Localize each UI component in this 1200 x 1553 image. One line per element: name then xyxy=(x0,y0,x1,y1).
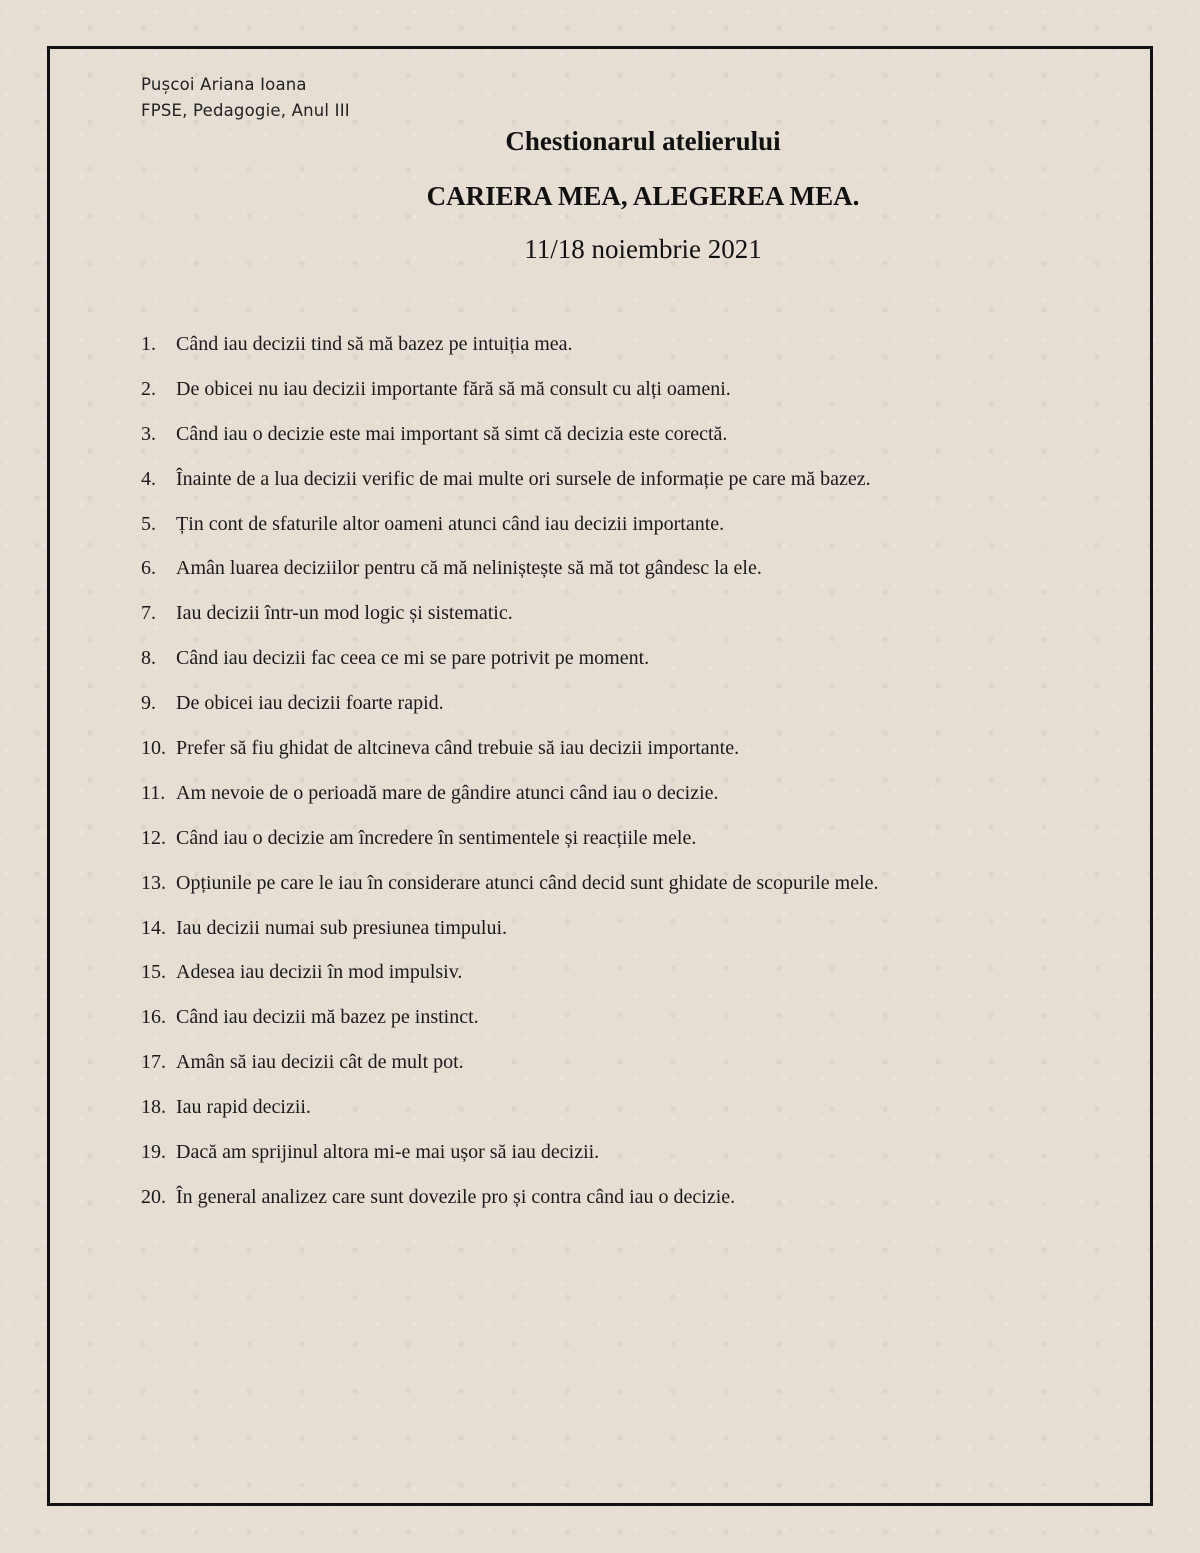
question-text: Amân să iau decizii cât de mult pot. xyxy=(176,1051,464,1074)
question-item xyxy=(141,1093,879,1138)
question-number: 10. xyxy=(141,737,166,760)
question-number: 9. xyxy=(141,692,156,715)
question-item xyxy=(141,1003,879,1048)
question-number: 7. xyxy=(141,602,156,625)
question-number: 14. xyxy=(141,916,166,939)
question-number: 3. xyxy=(141,422,156,445)
question-number: 2. xyxy=(141,377,156,400)
question-item xyxy=(141,1138,879,1183)
document-title: Chestionarul atelierului xyxy=(505,126,781,156)
question-number: 19. xyxy=(141,1141,166,1164)
question-text: Când iau decizii mă bazez pe instinct. xyxy=(176,1006,479,1029)
question-text: De obicei nu iau decizii importante fără să mă consult cu alți oameni. xyxy=(176,377,731,400)
question-item xyxy=(141,375,879,420)
question-text: Opțiunile pe care le iau în considerare atunci când decid sunt ghidate de scopurile mele. xyxy=(176,871,879,894)
question-text: De obicei iau decizii foarte rapid. xyxy=(176,692,444,715)
question-number: 6. xyxy=(141,557,156,580)
question-number: 17. xyxy=(141,1051,166,1074)
author-block xyxy=(141,72,350,124)
author-affiliation: FPSE, Pedagogie, Anul III xyxy=(141,101,350,120)
document-date: 11/18 noiembrie 2021 xyxy=(524,234,762,264)
question-item xyxy=(141,599,879,644)
question-item xyxy=(141,510,879,555)
question-number: 18. xyxy=(141,1096,166,1119)
question-text: Iau decizii într-un mod logic și sistematic. xyxy=(176,602,513,625)
question-number: 13. xyxy=(141,871,166,894)
question-item xyxy=(141,644,879,689)
question-number: 12. xyxy=(141,826,166,849)
question-text: Când iau decizii tind să mă bazez pe intuiția mea. xyxy=(176,333,573,355)
question-number: 11. xyxy=(141,781,166,804)
question-item xyxy=(141,824,879,869)
author-name: Pușcoi Ariana Ioana xyxy=(141,75,307,94)
question-text: Prefer să fiu ghidat de altcineva când trebuie să iau decizii importante. xyxy=(176,737,740,760)
question-item xyxy=(141,689,879,734)
question-text: Am nevoie de o perioadă mare de gândire atunci când iau o decizie. xyxy=(176,781,719,804)
question-number: 8. xyxy=(141,647,156,670)
question-item xyxy=(141,1183,879,1228)
question-number: 16. xyxy=(141,1006,166,1029)
question-item xyxy=(141,914,879,959)
question-text: Când iau o decizie am încredere în sentimentele și reacțiile mele. xyxy=(176,826,697,849)
question-text: Înainte de a lua decizii verific de mai multe ori sursele de informație pe care mă bazez. xyxy=(176,467,871,490)
question-number: 15. xyxy=(141,961,166,984)
question-text: Țin cont de sfaturile altor oameni atunci când iau decizii importante. xyxy=(176,512,725,535)
title-block xyxy=(0,122,1200,268)
question-number: 20. xyxy=(141,1185,166,1208)
question-text: Când iau o decizie este mai important să simt că decizia este corectă. xyxy=(176,422,728,445)
question-text: Amân luarea deciziilor pentru că mă neliniștește să mă tot gândesc la ele. xyxy=(176,557,762,580)
question-text: Când iau decizii fac ceea ce mi se pare potrivit pe moment. xyxy=(176,647,650,670)
question-number: 5. xyxy=(141,512,156,535)
question-number: 4. xyxy=(141,467,156,490)
document-subtitle: CARIERA MEA, ALEGEREA MEA. xyxy=(426,181,860,211)
question-item xyxy=(141,330,879,375)
question-item xyxy=(141,869,879,914)
question-text: Iau rapid decizii. xyxy=(176,1096,311,1119)
question-item xyxy=(141,554,879,599)
question-number: 1. xyxy=(141,333,156,355)
question-item xyxy=(141,958,879,1003)
question-text: Iau decizii numai sub presiunea timpului. xyxy=(176,916,508,939)
question-text: Adesea iau decizii în mod impulsiv. xyxy=(176,961,463,984)
question-text: Dacă am sprijinul altora mi-e mai ușor să iau decizii. xyxy=(176,1141,600,1164)
question-item xyxy=(141,420,879,465)
question-item xyxy=(141,779,879,824)
question-list xyxy=(141,330,879,1228)
question-item xyxy=(141,1048,879,1093)
question-item xyxy=(141,465,879,510)
question-text: În general analizez care sunt dovezile pro și contra când iau o decizie. xyxy=(176,1185,736,1208)
question-item xyxy=(141,734,879,779)
